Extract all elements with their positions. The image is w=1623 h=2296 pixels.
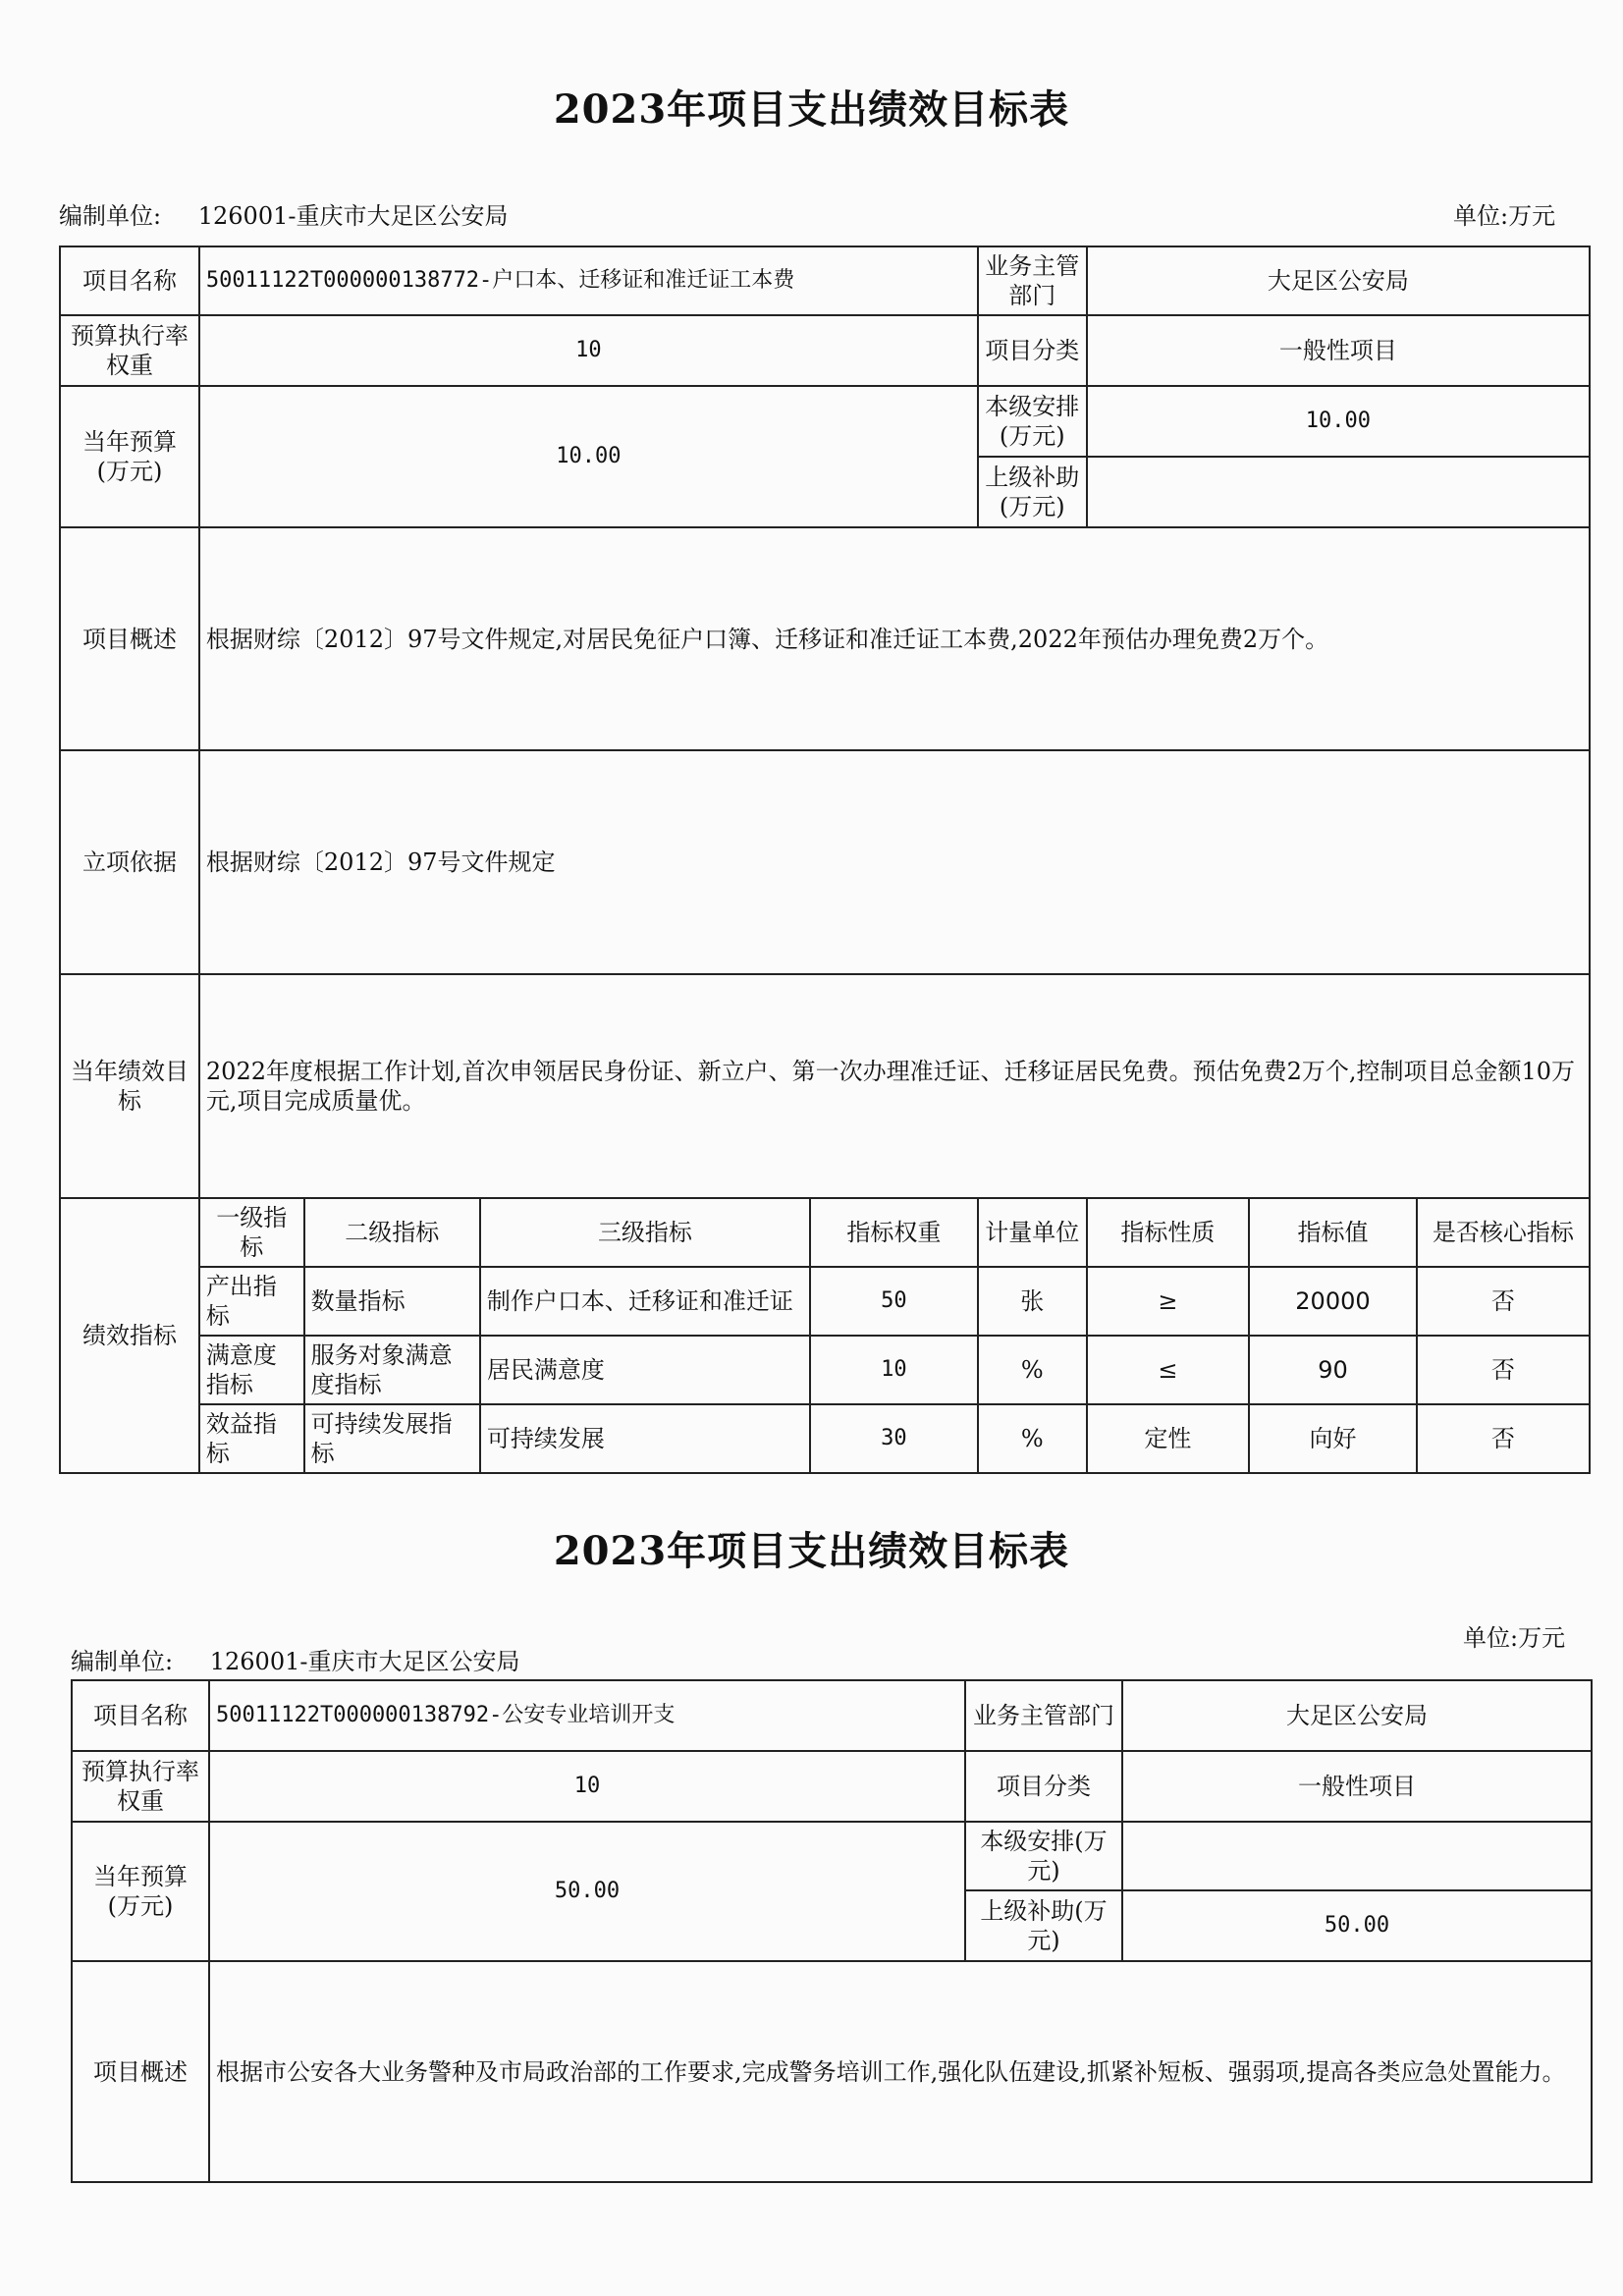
indicator-cell: 20000 — [1249, 1267, 1417, 1336]
indicator-cell: 效益指标 — [199, 1404, 304, 1473]
indicator-cell: 可持续发展 — [480, 1404, 810, 1473]
indicator-cell: 30 — [810, 1404, 978, 1473]
dept-label: 业务主管部门 — [965, 1680, 1122, 1751]
indicator-header: 一级指标 — [199, 1198, 304, 1267]
indicator-cell: ≤ — [1087, 1336, 1249, 1404]
form2-table — [71, 1679, 1593, 2183]
overview-label: 项目概述 — [60, 527, 199, 750]
indicator-cell: 产出指标 — [199, 1267, 304, 1336]
indicator-header: 是否核心指标 — [1417, 1198, 1590, 1267]
indicator-cell: 向好 — [1249, 1404, 1417, 1473]
project-name-value: 50011122T000000138792-公安专业培训开支 — [209, 1680, 965, 1751]
dept-value: 大足区公安局 — [1122, 1680, 1592, 1751]
budget-value: 10.00 — [199, 386, 978, 527]
indicator-cell: % — [978, 1336, 1087, 1404]
weight-label: 预算执行率权重 — [60, 315, 199, 386]
goal-label: 当年绩效目标 — [60, 974, 199, 1198]
local-value: 10.00 — [1087, 386, 1590, 457]
budget-label: 当年预算(万元) — [72, 1822, 209, 1961]
overview-value: 根据市公安各大业务警种及市局政治部的工作要求,完成警务培训工作,强化队伍建设,抓紧补短板、强弱项,提高各类应急处置能力。 — [209, 1961, 1592, 2182]
indicator-cell: 数量指标 — [304, 1267, 480, 1336]
indicator-cell: ≥ — [1087, 1267, 1249, 1336]
category-value: 一般性项目 — [1087, 315, 1590, 386]
local-label: 本级安排(万元) — [978, 386, 1087, 457]
form2-unit — [71, 1642, 519, 1676]
indicator-cell: 居民满意度 — [480, 1336, 810, 1404]
overview-label: 项目概述 — [72, 1961, 209, 2182]
form1-table — [59, 246, 1591, 1474]
upper-value: 50.00 — [1122, 1890, 1592, 1961]
indicator-cell: 50 — [810, 1267, 978, 1336]
indicator-row — [60, 1404, 1590, 1473]
indicator-cell: 否 — [1417, 1404, 1590, 1473]
indicator-header: 二级指标 — [304, 1198, 480, 1267]
indicator-cell: % — [978, 1404, 1087, 1473]
indicator-header: 计量单位 — [978, 1198, 1087, 1267]
weight-value: 10 — [199, 315, 978, 386]
local-label: 本级安排(万元) — [965, 1822, 1122, 1890]
upper-value — [1087, 457, 1590, 527]
indicator-cell: 满意度指标 — [199, 1336, 304, 1404]
form2-unit-value: 126001-重庆市大足区公安局 — [209, 1648, 520, 1675]
indicator-header: 三级指标 — [480, 1198, 810, 1267]
indicators-label: 绩效指标 — [60, 1198, 199, 1473]
category-value: 一般性项目 — [1122, 1751, 1592, 1822]
indicator-cell: 定性 — [1087, 1404, 1249, 1473]
form2-title: 2023年项目支出绩效目标表 — [553, 1528, 1070, 1574]
form2-unit-label: 编制单位: — [71, 1648, 174, 1675]
budget-value: 50.00 — [209, 1822, 965, 1961]
indicator-cell: 90 — [1249, 1336, 1417, 1404]
form2-currency: 单位:万元 — [1463, 1624, 1566, 1652]
project-name-value: 50011122T000000138772-户口本、迁移证和准迁证工本费 — [199, 246, 978, 315]
indicator-cell: 否 — [1417, 1267, 1590, 1336]
form1-title: 2023年项目支出绩效目标表 — [553, 86, 1070, 133]
upper-label: 上级补助(万元) — [965, 1890, 1122, 1961]
weight-label: 预算执行率权重 — [72, 1751, 209, 1822]
goal-value: 2022年度根据工作计划,首次申领居民身份证、新立户、第一次办理准迁证、迁移证居民免费。预估免费2万个,控制项目总金额10万元,项目完成质量优。 — [199, 974, 1590, 1198]
indicator-cell: 张 — [978, 1267, 1087, 1336]
project-name-label: 项目名称 — [72, 1680, 209, 1751]
indicator-cell: 服务对象满意度指标 — [304, 1336, 480, 1404]
basis-label: 立项依据 — [60, 750, 199, 974]
form1-unit — [59, 196, 508, 231]
indicator-row — [60, 1267, 1590, 1336]
overview-value: 根据财综〔2012〕97号文件规定,对居民免征户口簿、迁移证和准迁证工本费,2022年预估办理免费2万个。 — [199, 527, 1590, 750]
indicator-header: 指标权重 — [810, 1198, 978, 1267]
form1-unit-value: 126001-重庆市大足区公安局 — [197, 202, 509, 230]
indicator-cell: 可持续发展指标 — [304, 1404, 480, 1473]
category-label: 项目分类 — [978, 315, 1087, 386]
basis-value: 根据财综〔2012〕97号文件规定 — [199, 750, 1590, 974]
dept-value: 大足区公安局 — [1087, 246, 1590, 315]
indicator-header: 指标值 — [1249, 1198, 1417, 1267]
form1-currency: 单位:万元 — [1453, 202, 1556, 230]
dept-label: 业务主管部门 — [978, 246, 1087, 315]
indicator-row — [60, 1336, 1590, 1404]
category-label: 项目分类 — [965, 1751, 1122, 1822]
indicator-cell: 制作户口本、迁移证和准迁证 — [480, 1267, 810, 1336]
upper-label: 上级补助(万元) — [978, 457, 1087, 527]
form1-unit-label: 编制单位: — [59, 202, 162, 230]
local-value — [1122, 1822, 1592, 1890]
budget-label: 当年预算(万元) — [60, 386, 199, 527]
indicator-header: 指标性质 — [1087, 1198, 1249, 1267]
project-name-label: 项目名称 — [60, 246, 199, 315]
weight-value: 10 — [209, 1751, 965, 1822]
indicator-cell: 否 — [1417, 1336, 1590, 1404]
indicator-cell: 10 — [810, 1336, 978, 1404]
